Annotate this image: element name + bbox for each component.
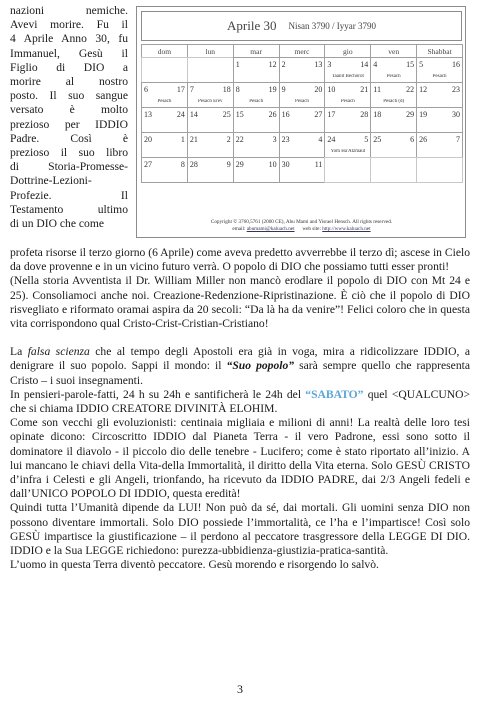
gregorian-day: 13 [144,110,152,119]
calendar [136,6,466,238]
calendar-day-cell [233,132,280,158]
calendar-day-cell [370,132,417,158]
calendar-day-cell [324,132,371,158]
calendar-day-cell [279,107,326,133]
gregorian-day: 2 [281,60,286,69]
main-body-text [10,246,470,572]
contact-line [141,226,462,233]
calendar-empty-cell [187,57,234,83]
text-line: posto. Il suo sangue [10,89,128,103]
hebrew-day: 22 [406,85,415,94]
text-line: Testamento ultimo [10,202,128,216]
calendar-day-cell [233,57,280,83]
gregorian-day: 27 [144,160,152,169]
calendar-day-cell [370,57,417,83]
hebrew-day: 13 [314,60,323,69]
hebrew-day: 30 [452,110,460,119]
hebrew-day: 3 [272,135,277,144]
gregorian-day: 15 [235,110,244,119]
calendar-empty-cell [324,157,371,183]
gregorian-day: 23 [281,135,290,144]
paragraph: La falsa scienza che al tempo degli Apostoli era già in voga, mira a ridicolizzare IDDIO, a denigrare il suo popolo. Sappi il mondo: il “Suo popolo” sarà sempre quello che rappresenta Cristo – i suoi insegnamenti. [10,345,471,387]
hebrew-day: 6 [410,135,415,144]
calendar-title: Aprile 30 [227,18,277,33]
weekday-header: gio [324,44,371,58]
hebrew-day: 20 [314,85,323,94]
gregorian-day: 7 [189,85,194,94]
hebrew-day: 1 [180,135,185,144]
paragraph: In pensieri-parole-fatti, 24 h su 24h e santificherà le 24h del “SABATO” quel <QUALCUNO> che si chiama IDDIO CREATORE DIVINITÀ ELOHIM. [10,387,470,416]
weekday-header: mar [233,44,280,58]
hebrew-day: 16 [452,60,460,69]
hebrew-day: 24 [176,110,185,119]
email-label: email: [232,226,246,232]
email-link[interactable]: abumami@kaluach.net [246,226,295,232]
gregorian-day: 29 [235,160,244,169]
holiday-label: Pesach [432,74,447,79]
gregorian-day: 20 [144,135,152,144]
paragraph: L’uomo in questa Terra diventò peccatore. Gesù morendo e risorgendo lo salvò. [10,558,379,572]
hebrew-day: 4 [318,135,323,144]
calendar-day-cell [233,82,280,108]
calendar-day-cell [324,82,371,108]
gregorian-day: 5 [419,60,424,69]
calendar-day-cell [141,157,188,183]
calendar-day-cell [187,82,234,108]
weekday-header: dom [141,44,188,58]
gregorian-day: 8 [235,85,240,94]
calendar-day-cell [187,132,234,158]
holiday-label: Pesach [386,74,401,79]
calendar-day-cell [370,107,417,133]
weekday-header: Shabbat [416,44,463,58]
gregorian-day: 12 [419,85,428,94]
weekday-header: merc [279,44,326,58]
hebrew-day: 14 [360,60,369,69]
gregorian-day: 30 [281,160,290,169]
calendar-day-cell [279,82,326,108]
calendar-day-cell [416,57,463,83]
weekday-header: ven [370,44,417,58]
text-line: prezioso per IDDIO [10,117,128,131]
text-line: Immanuel, Gesù il [10,46,128,60]
calendar-empty-cell [141,57,188,83]
calendar-day-cell [279,57,326,83]
calendar-day-cell [233,107,280,133]
calendar-day-cell [141,132,188,158]
hebrew-day: 27 [314,110,323,119]
calendar-day-cell [187,157,234,183]
hebrew-day: 23 [452,85,460,94]
hebrew-day: 28 [360,110,369,119]
text-line: di Storia-Promesse- [10,160,128,174]
holiday-label: Pesach [295,99,309,104]
holiday-label: Yom Ha'Atzmaut [330,149,366,154]
text-line: Avevi morire. Fu il [10,18,128,32]
holiday-label: Pesach [249,99,264,104]
calendar-day-cell [324,57,371,83]
gregorian-day: 18 [373,110,382,119]
text-line: prezioso il suo libro [10,146,128,160]
calendar-day-cell [416,132,463,158]
hebrew-day: 7 [456,135,460,144]
calendar-day-cell [324,107,371,133]
gregorian-day: 19 [419,110,428,119]
text-line: Padre. Così è [10,131,128,145]
paragraph: Quindi tutta l’Umanità dipende da LUI! Non può da sé, dai mortali. Gli uomini senza DIO non possono diventare immortali. Solo DIO possiede l’immortalità, ce l’ha e l’impartisce! Così solo GESÙ impartisce la giustificazione – il perdono al peccatore trasgressore della LEGGE DI DIO. IDDIO e la Sua LEGGE richiedono: purezza-ubbidienza-giustizia-pratica-santità. [10,501,470,558]
gregorian-day: 9 [281,85,286,94]
gregorian-day: 10 [327,85,336,94]
site-link[interactable]: http://www.kaluach.net [322,226,371,232]
calendar-empty-cell [416,157,463,183]
gregorian-day: 14 [189,110,198,119]
calendar-day-cell [187,107,234,133]
gregorian-day: 4 [373,60,378,69]
calendar-day-cell [141,107,188,133]
calendar-header [141,11,462,41]
calendar-day-cell [416,107,463,133]
hebrew-day: 15 [406,60,415,69]
calendar-day-cell [370,82,417,108]
text-line: Figlio di DIO a [10,60,128,74]
gregorian-day: 17 [327,110,336,119]
text-line: nazioni nemiche. [10,4,128,17]
site-label: web site: [302,226,321,232]
holiday-label: Pesach [157,99,172,104]
hebrew-day: 5 [364,135,369,144]
gregorian-day: 26 [419,135,428,144]
left-column-text [10,4,128,231]
text-line: versato è molto [10,103,128,117]
calendar-grid [141,44,462,182]
gregorian-day: 25 [373,135,382,144]
hebrew-day: 17 [176,85,185,94]
text-line: di un DIO che come [10,217,105,231]
sabato-highlight: “SABATO” [305,387,364,401]
holiday-label: Pesach (d) [383,99,405,104]
hebrew-day: 18 [222,85,231,94]
hebrew-day: 21 [360,85,369,94]
hebrew-day: 11 [314,160,323,169]
italic-phrase: falsa scienza [27,345,90,359]
calendar-copyright [141,219,462,233]
text-line: morire al nostro [10,75,128,89]
holiday-label: Pesach Erev [197,99,223,104]
hebrew-day: 19 [268,85,277,94]
gregorian-day: 6 [144,85,148,94]
calendar-day-cell [279,132,326,158]
holiday-label: Taanit Bechorot [331,74,364,79]
calendar-empty-cell [370,157,417,183]
paragraph: Come son vecchi gli evoluzionisti: centinaia migliaia e milioni di anni! La realtà delle loro tesi opinate dicono: Circoscritto IDDIO dal Pianeta Terra - il vero Padrone, essi sono sotto il dominatore il diavolo - il piccolo dio delle tenebre - Lucifero; come è stato riportato all’inizio. A lui mancano le chiavi della Vita-della Immortalità, il diritto della Vita eterna. Solo GESÙ CRISTO d’infra i Celesti e gli Angeli, trionfando, ha ricevuto da IDDIO PADRE, dai 2/3 Angeli fedeli e dall’UNICO POPOLO DI IDDIO, questa eredità! [10,416,470,501]
hebrew-day: 9 [226,160,231,169]
gregorian-day: 11 [373,85,381,94]
holiday-label: Pesach [340,99,355,104]
hebrew-day: 26 [268,110,277,119]
gregorian-day: 22 [235,135,244,144]
hebrew-day: 29 [406,110,415,119]
gregorian-day: 1 [235,60,240,69]
text-line: Profezie. Il [10,188,128,202]
text-line: Dottrine-Lezioni- [10,174,92,188]
gregorian-day: 28 [189,160,198,169]
page-number: 3 [237,682,243,696]
paragraph: profeta risorse il terzo giorno (6 Aprile) come aveva predetto avverrebbe il terzo dì; ascese in Cielo da dove provenne e in un vicino futuro verrà. O popolo di DIO che possiamo tutti esser pronti! [10,246,470,274]
hebrew-day: 10 [268,160,277,169]
copyright-text: Copyright © 3760,5761 (2000 CE), Abu Mami and Yisrael Hensch. All rights reserved. [210,219,393,225]
gregorian-day: 3 [327,60,332,69]
paragraph: (Nella storia Avventista il Dr. William Miller non mancò erodlare il popolo di DIO con Mt 24 e 25). Consoliamoci anche noi. Creazione-Redenzione-Ripristinazione. È ciò che il popolo di DIO risvegliato e riformato oramai aspira da 20 secoli: “Da là ha da venire”! Felici coloro che in questa vita corrispondono qual Cristo-Crist-Cristian-Cristiano! [10,274,470,331]
calendar-day-cell [233,157,280,183]
gregorian-day: 24 [327,135,336,144]
weekday-header: lun [187,44,234,58]
hebrew-day: 12 [268,60,277,69]
calendar-day-cell [141,82,188,108]
gregorian-day: 21 [189,135,198,144]
hebrew-day: 25 [222,110,231,119]
text-line: 4 Aprile Anno 30, fu [10,32,128,46]
calendar-day-cell [279,157,326,183]
hebrew-day: 2 [226,135,231,144]
calendar-hebrew-months: Nisan 3790 / Iyyar 3790 [288,21,376,31]
bold-italic-phrase: “Suo popolo” [226,359,295,373]
calendar-day-cell [416,82,463,108]
gregorian-day: 16 [281,110,290,119]
hebrew-day: 8 [180,160,185,169]
